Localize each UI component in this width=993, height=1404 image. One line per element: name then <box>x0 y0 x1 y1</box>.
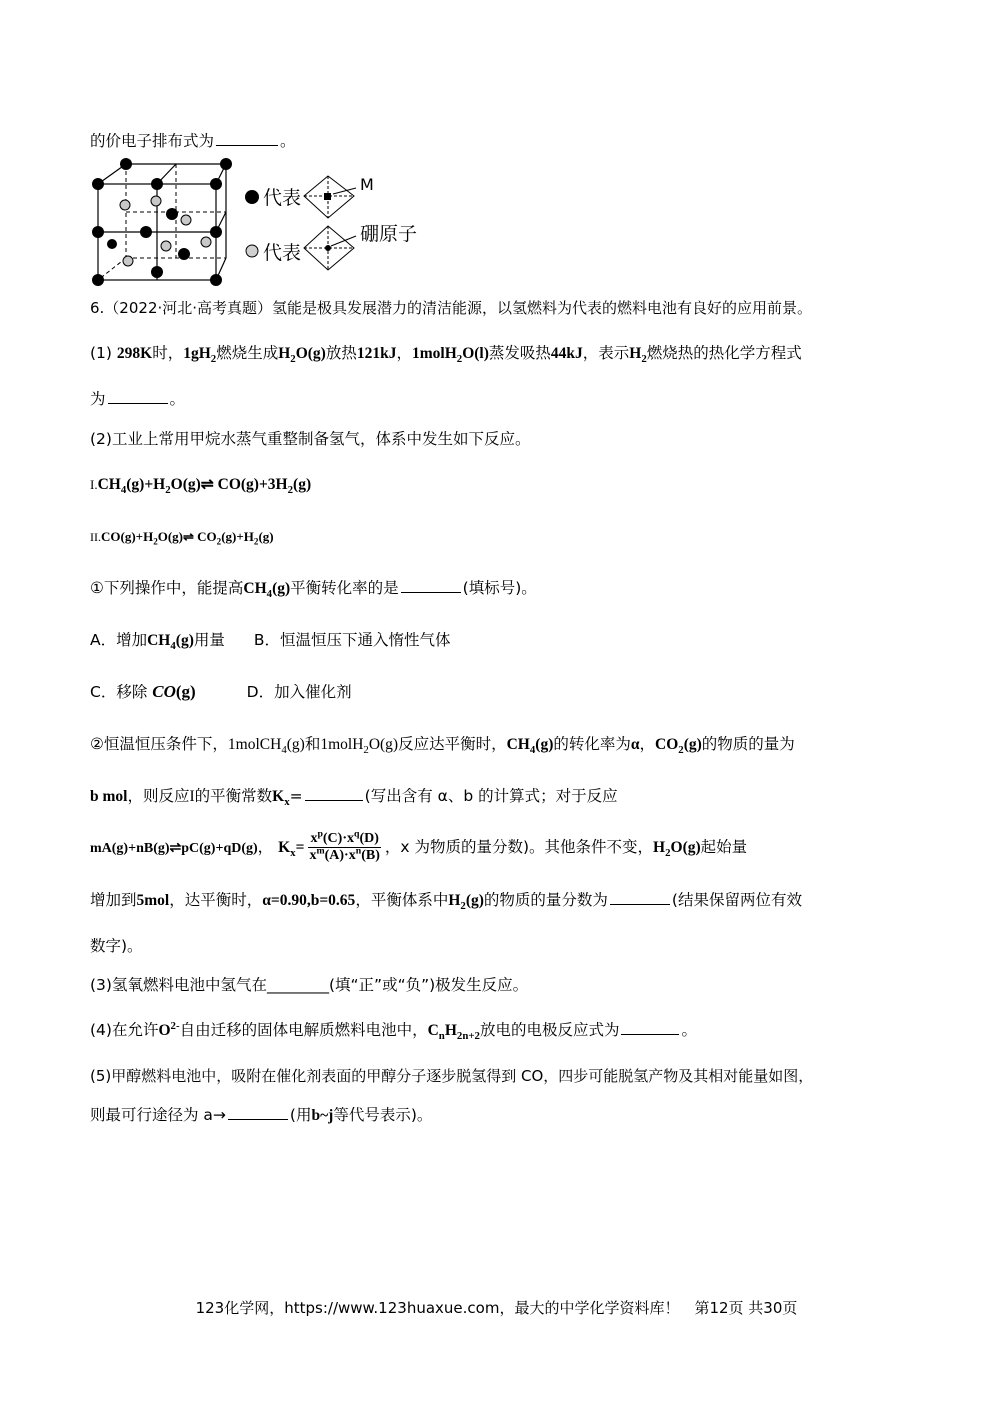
sub-question-2-line3: mA(g)+nB(g)⇌pC(g)+qD(g)， $K_x=$ $\frac{x^p(C)\cdot x^q(D)}{x^m(A)\cdot x^n(B)}$ ，x 为物质的量分数)。其他条件不变，$H_2O(g)$起始量 <box>90 828 748 863</box>
options-cd: C．移除 CO(g) D．加入催化剂 <box>90 682 352 701</box>
part1-line1: (1) 298K时，$1gH_2$燃烧生成$H_2O(g)$放热121kJ，1molH$_2$O(l)蒸发吸热44kJ，表示$H_2$燃烧热的热化学方程式 <box>90 344 802 366</box>
part1-line2: 为 。 <box>90 390 186 408</box>
part2-intro: (2)工业上常用甲烷水蒸气重整制备氢气，体系中发生如下反应。 <box>90 430 531 448</box>
answer-blank <box>610 903 670 905</box>
part3: (3)氢氧燃料电池中氢气在________(填“正”或“负”)极发生反应。 <box>90 976 529 994</box>
q6-header: 6.（2022·河北·高考真题）氢能是极具发展潜力的清洁能源，以氢燃料为代表的燃料电池有良好的应用前景。 <box>90 299 813 317</box>
sub-question-2-line2: b mol，则反应I的平衡常数$K_x=$ (写出含有 α、b 的计算式；对于反应 <box>90 787 618 809</box>
answer-blank <box>401 591 461 593</box>
legend-represents-2: 代表 <box>263 242 302 264</box>
sub-question-1: ①下列操作中，能提高$CH_4(g)$平衡转化率的是 (填标号)。 <box>90 579 537 601</box>
reaction-i: $I.CH_4(g)+H_2O(g)\rightleftharpoons$ $CO(g)+3H_2(g)$ <box>90 476 312 497</box>
answer-blank <box>108 402 168 404</box>
part4: (4)在允许$O^{2-}$自由迁移的固体电解质燃料电池中，$C_nH_{2n+2}$放电的电极反应式为 。 <box>90 1019 697 1043</box>
sub-question-2-line4: 增加到5mol，达平衡时，α=0.90,b=0.65，平衡体系中$H_2(g)$的物质的量分数为 (结果保留两位有效 <box>90 891 802 913</box>
answer-blank <box>216 144 278 146</box>
reaction-ii: $II.CO(g)+H_2O(g)\rightleftharpoons$ $CO_2(g)+H_2(g)$ <box>90 529 274 547</box>
kx-fraction: $\frac{x^p(C)\cdot x^q(D)}{x^m(A)\cdot x^n(B)}$ <box>309 828 380 863</box>
legend-represents-1: 代表 <box>263 187 302 209</box>
sub-question-2-line5: 数字)。 <box>90 937 143 955</box>
part5-line2: 则最可行途径为 a→ (用b~j等代号表示)。 <box>90 1106 433 1124</box>
answer-blank <box>621 1033 679 1035</box>
answer-blank <box>228 1118 288 1120</box>
page-footer: 123化学网，https://www.123huaxue.com，最大的中学化学资料库！ 第12页 共30页 <box>195 1299 798 1317</box>
sub-question-2-line1: ②恒温恒压条件下，1molCH$_4$(g)和1molH$_2$O(g)反应达平衡时，$CH_4(g)$的转化率为α，$CO_2(g)$的物质的量为 <box>90 735 795 757</box>
legend-boron: 硼原子 <box>360 223 418 245</box>
crystal-structure-figure <box>88 158 428 292</box>
answer-blank <box>305 799 363 801</box>
legend-m: M <box>360 175 374 194</box>
line-valence-electron: 的价电子排布式为 。 <box>90 132 296 150</box>
part5-line1: (5)甲醇燃料电池中，吸附在催化剂表面的甲醇分子逐步脱氢得到 CO，四步可能脱氢产物及其相对能量如图， <box>90 1067 814 1085</box>
options-ab: A．增加$CH_4(g)$用量 B．恒温恒压下通入惰性气体 <box>90 631 451 653</box>
